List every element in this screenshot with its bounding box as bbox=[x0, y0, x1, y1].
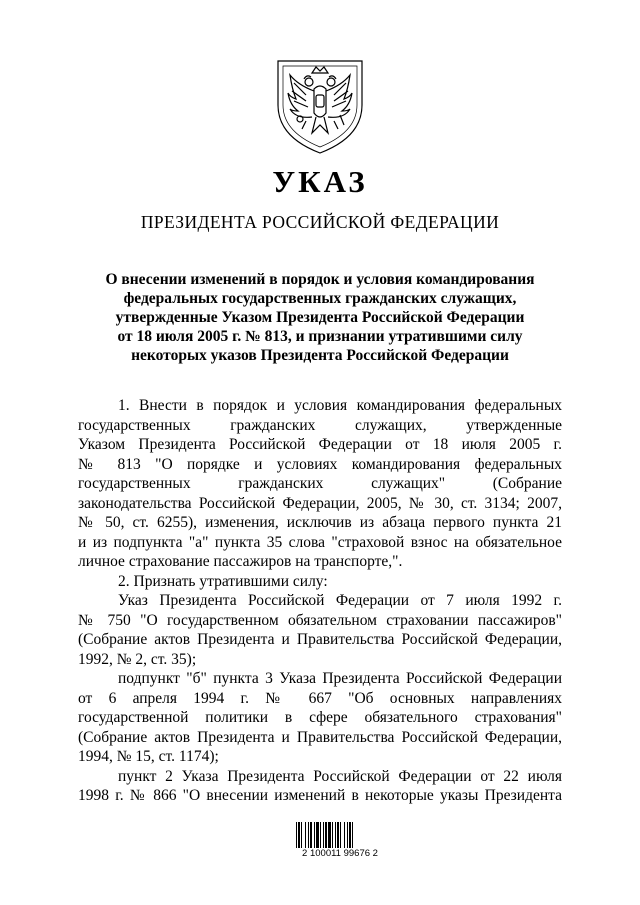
heading-line: от 18 июля 2005 г. № 813, и признании утратившими силу bbox=[117, 328, 523, 345]
body-line: № 50, ст. 6255), изменения, исключив из абзаца первого пункта 21 bbox=[78, 514, 562, 531]
heading-line: утвержденные Указом Президента Российской Федерации bbox=[115, 309, 525, 326]
body-line: Указ Президента Российской Федерации от 7 июля 1992 г. bbox=[118, 592, 562, 609]
barcode-number: 2 100011 99676 2 bbox=[302, 848, 378, 859]
document-heading bbox=[80, 270, 560, 365]
body-line: подпункт "б" пункта 3 Указа Президента Российской Федерации bbox=[118, 670, 562, 687]
body-line: 1992, № 2, ст. 35); bbox=[78, 650, 197, 668]
body-line: № 813 "О порядке и условиях командирования федеральных bbox=[78, 455, 562, 473]
body-line: 1998 г. № 866 "О внесении изменений в некоторые указы Президента bbox=[78, 787, 562, 804]
document-issuer: ПРЕЗИДЕНТА РОССИЙСКОЙ ФЕДЕРАЦИИ bbox=[140, 212, 500, 232]
body-line: личное страхование пассажиров на транспорте,". bbox=[78, 553, 403, 570]
body-line: законодательства Российской Федерации, 2005, № 30, ст. 3134; 2007, bbox=[78, 494, 562, 512]
emblem-icon bbox=[276, 55, 364, 155]
body-line: № 750 "О государственном обязательном страховании пассажиров" bbox=[78, 611, 562, 629]
body-line: и из подпункта "а" пункта 35 слова "страховой взнос на обязательное bbox=[78, 533, 562, 551]
body-line: Указом Президента Российской Федерации от 18 июля 2005 г. bbox=[78, 436, 562, 453]
body-line: (Собрание актов Президента и Правительства Российской Федерации, bbox=[78, 631, 562, 648]
document-body bbox=[78, 396, 562, 806]
body-line: (Собрание актов Президента и Правительства Российской Федерации, bbox=[78, 728, 562, 746]
body-line: 1994, № 15, ст. 1174); bbox=[78, 748, 219, 765]
body-line: от 6 апреля 1994 г. № 667 "Об основных направлениях bbox=[78, 689, 562, 707]
document-title: УКАЗ bbox=[272, 164, 368, 199]
heading-line: О внесении изменений в порядок и условия командирования bbox=[105, 271, 535, 288]
body-line: государственных гражданских служащих, утвержденные bbox=[78, 416, 562, 434]
heading-line: некоторых указов Президента Российской Федерации bbox=[131, 347, 509, 364]
body-line: государственной политики в сфере обязательного страхования" bbox=[78, 709, 562, 726]
body-line: государственных гражданских служащих" (Собрание bbox=[78, 475, 562, 492]
body-line: 2. Признать утратившими силу: bbox=[118, 572, 328, 590]
body-line: пункт 2 Указа Президента Российской Федерации от 22 июля bbox=[118, 767, 562, 785]
heading-line: федеральных государственных гражданских служащих, bbox=[123, 290, 517, 307]
body-line: 1. Внести в порядок и условия командирования федеральных bbox=[118, 397, 562, 414]
